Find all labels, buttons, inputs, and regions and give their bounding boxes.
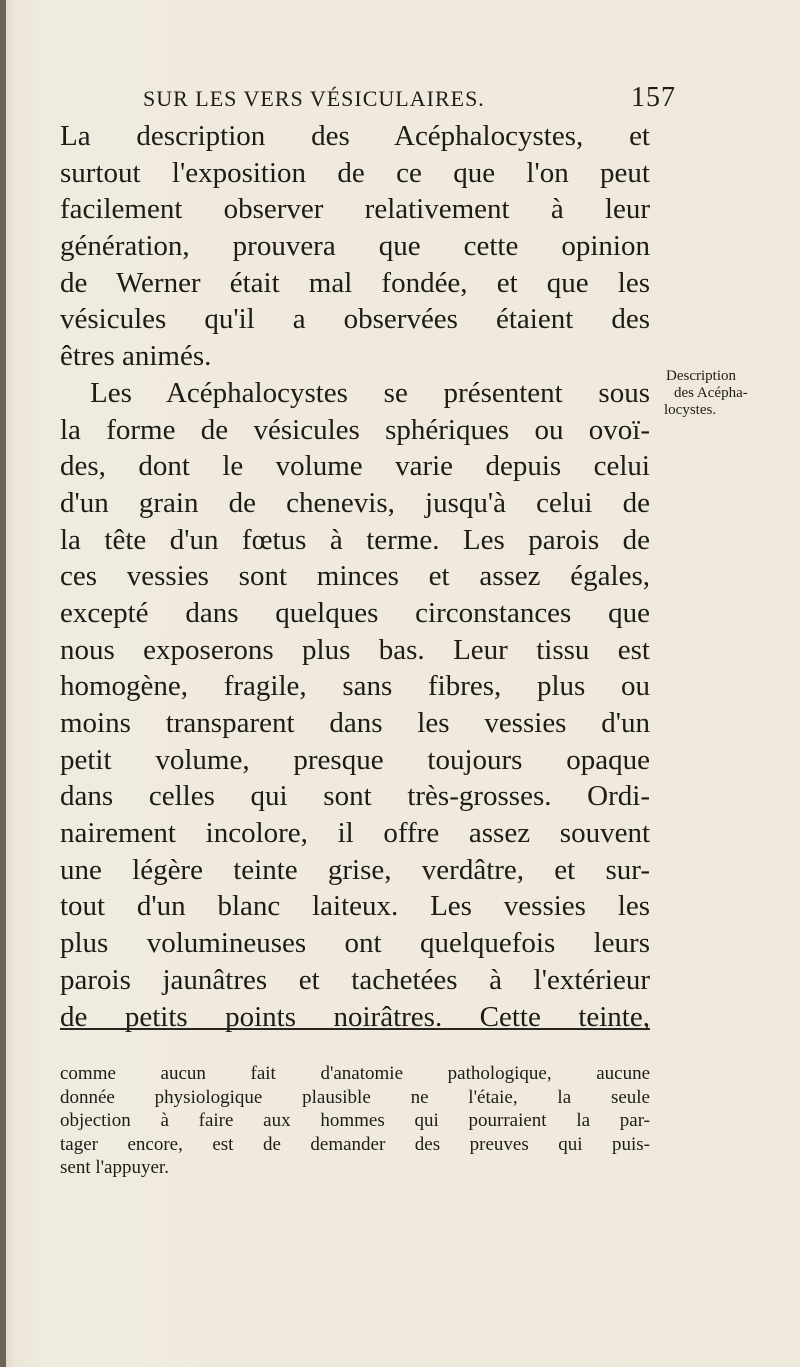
body-line: la tête d'un fœtus à terme. Les parois de [60, 523, 650, 556]
running-head-title: SUR LES VERS VÉSICULAIRES. [143, 86, 485, 111]
body-line: de Werner était mal fondée, et que les [60, 266, 650, 299]
margin-note [664, 368, 784, 419]
footnote-line: objection à faire aux hommes qui pourraient la par- [60, 1110, 650, 1131]
page-number: 157 [631, 82, 676, 113]
body-line: d'un grain de chenevis, jusqu'à celui de [60, 486, 650, 519]
body-line: excepté dans quelques circonstances que [60, 596, 650, 629]
footnote-line: donnée physiologique plausible ne l'étaie, la seule [60, 1086, 650, 1108]
body-text [60, 118, 650, 1035]
margin-note-line: Description [666, 368, 736, 384]
body-line: nous exposerons plus bas. Leur tissu est [60, 633, 650, 666]
margin-note-line: locystes. [664, 402, 717, 418]
body-line: tout d'un blanc laiteux. Les vessies les [60, 890, 650, 923]
body-line: êtres animés. [60, 340, 212, 373]
body-line: une légère teinte grise, verdâtre, et sur- [60, 853, 650, 886]
body-line: La description des Acéphalocystes, et [60, 120, 650, 152]
body-line: nairement incolore, il offre assez souvent [60, 817, 650, 850]
margin-note-line: des Acépha- [674, 385, 748, 401]
body-line: surtout l'exposition de ce que l'on peut [60, 156, 650, 189]
footnote-line: comme aucun fait d'anatomie pathologique, aucune [60, 1063, 650, 1084]
body-line: vésicules qu'il a observées étaient des [60, 303, 650, 336]
body-line: de petits points noirâtres. Cette teinte, [60, 1000, 650, 1033]
footnote [60, 1062, 650, 1180]
footnote-rule [60, 1028, 650, 1030]
body-line: facilement observer relativement à leur [60, 193, 650, 226]
footnote-line: tager encore, est de demander des preuves qui puis- [60, 1133, 650, 1155]
footnote-line: sent l'appuyer. [60, 1157, 169, 1178]
body-line: parois jaunâtres et tachetées à l'extérieur [60, 963, 650, 996]
body-line: Les Acéphalocystes se présentent sous [90, 376, 650, 409]
body-line: petit volume, presque toujours opaque [60, 743, 650, 776]
body-line: homogène, fragile, sans fibres, plus ou [60, 670, 650, 703]
body-line: ces vessies sont minces et assez égales, [60, 560, 650, 593]
body-line: plus volumineuses ont quelquefois leurs [60, 927, 650, 960]
body-line: moins transparent dans les vessies d'un [60, 707, 650, 739]
body-line: génération, prouvera que cette opinion [60, 230, 650, 263]
body-line: la forme de vésicules sphériques ou ovoï- [60, 413, 650, 446]
body-line: des, dont le volume varie depuis celui [60, 450, 650, 483]
binding-edge [0, 0, 6, 1367]
body-line: dans celles qui sont très-grosses. Ordi- [60, 780, 650, 813]
